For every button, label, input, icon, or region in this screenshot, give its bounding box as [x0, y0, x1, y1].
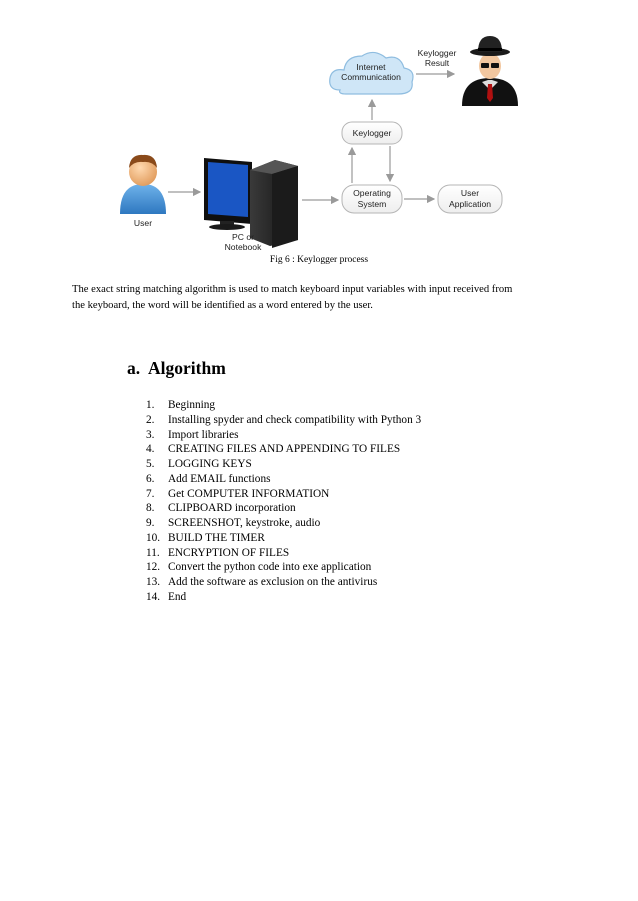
list-item: [146, 428, 421, 443]
hacker-icon: [462, 36, 518, 106]
list-item-text: Get COMPUTER INFORMATION: [168, 487, 330, 500]
list-item: [146, 590, 421, 605]
list-item: [146, 442, 421, 457]
list-item-text: CREATING FILES AND APPENDING TO FILES: [168, 443, 401, 456]
list-item: [146, 546, 421, 561]
user-app-label-line2: Application: [448, 199, 492, 209]
internet-label-line2: Communication: [341, 72, 401, 82]
user-app-label-line1: User: [460, 188, 480, 198]
os-label-line1: Operating: [353, 188, 391, 198]
user-label: User: [133, 218, 153, 228]
result-label-line1: Keylogger: [417, 48, 457, 58]
pc-label-line2: Notebook: [224, 242, 262, 252]
result-label-line2: Result: [424, 58, 450, 68]
section-number: a.: [127, 358, 141, 378]
list-item-text: LOGGING KEYS: [168, 458, 252, 470]
list-item-text: Convert the python code into exe application: [168, 561, 372, 574]
section-heading: [127, 358, 226, 379]
list-item-text: ENCRYPTION OF FILES: [168, 546, 290, 559]
list-item-number: 7.: [146, 487, 155, 500]
paragraph-line-1: The exact string matching algorithm is used to match keyboard input variables with input received from: [72, 284, 513, 295]
os-label-line2: System: [357, 199, 387, 209]
pc-label-line1: PC or: [232, 232, 254, 242]
keylogger-label: Keylogger: [352, 128, 392, 138]
list-item-number: 3.: [146, 428, 155, 441]
list-item-number: 8.: [146, 502, 155, 515]
list-item: [146, 413, 421, 428]
list-item-number: 14.: [146, 590, 161, 603]
list-item-number: 4.: [146, 443, 155, 456]
list-item-text: SCREENSHOT, keystroke, audio: [168, 517, 321, 529]
list-item: [146, 531, 421, 546]
paragraph-line-2: the keyboard, the word will be identified as a word entered by the user.: [72, 300, 373, 311]
list-item-text: Beginning: [168, 399, 216, 411]
list-item: [146, 501, 421, 516]
internet-label-line1: Internet: [356, 62, 386, 72]
list-item-number: 13.: [146, 576, 161, 588]
list-item: [146, 398, 421, 413]
list-item-number: 10.: [146, 531, 161, 544]
list-item-text: Add EMAIL functions: [168, 472, 271, 485]
list-item-number: 12.: [146, 561, 161, 574]
list-item-text: CLIPBOARD incorporation: [168, 502, 296, 515]
list-item: [146, 575, 421, 590]
list-item-text: End: [168, 590, 187, 603]
list-item: [146, 472, 421, 487]
list-item-number: 6.: [146, 472, 155, 485]
list-item-number: 1.: [146, 399, 155, 411]
list-item: [146, 457, 421, 472]
list-item-number: 5.: [146, 458, 155, 470]
list-item-text: BUILD THE TIMER: [168, 531, 265, 544]
keylogger-process-diagram: [100, 28, 540, 262]
list-item-text: Import libraries: [168, 428, 239, 441]
list-item: [146, 487, 421, 502]
list-item-number: 9.: [146, 517, 155, 529]
user-icon: [120, 155, 166, 214]
list-item-number: 2.: [146, 413, 155, 426]
figure-caption: Fig 6 : Keylogger process: [269, 255, 369, 265]
list-item-text: Add the software as exclusion on the antivirus: [168, 576, 378, 588]
algorithm-list: [146, 398, 421, 605]
list-item-text: Installing spyder and check compatibility with Python 3: [168, 413, 422, 426]
list-item-number: 11.: [146, 546, 160, 559]
section-title: Algorithm: [148, 358, 226, 378]
list-item: [146, 560, 421, 575]
list-item: [146, 516, 421, 531]
body-paragraph: [72, 282, 572, 314]
